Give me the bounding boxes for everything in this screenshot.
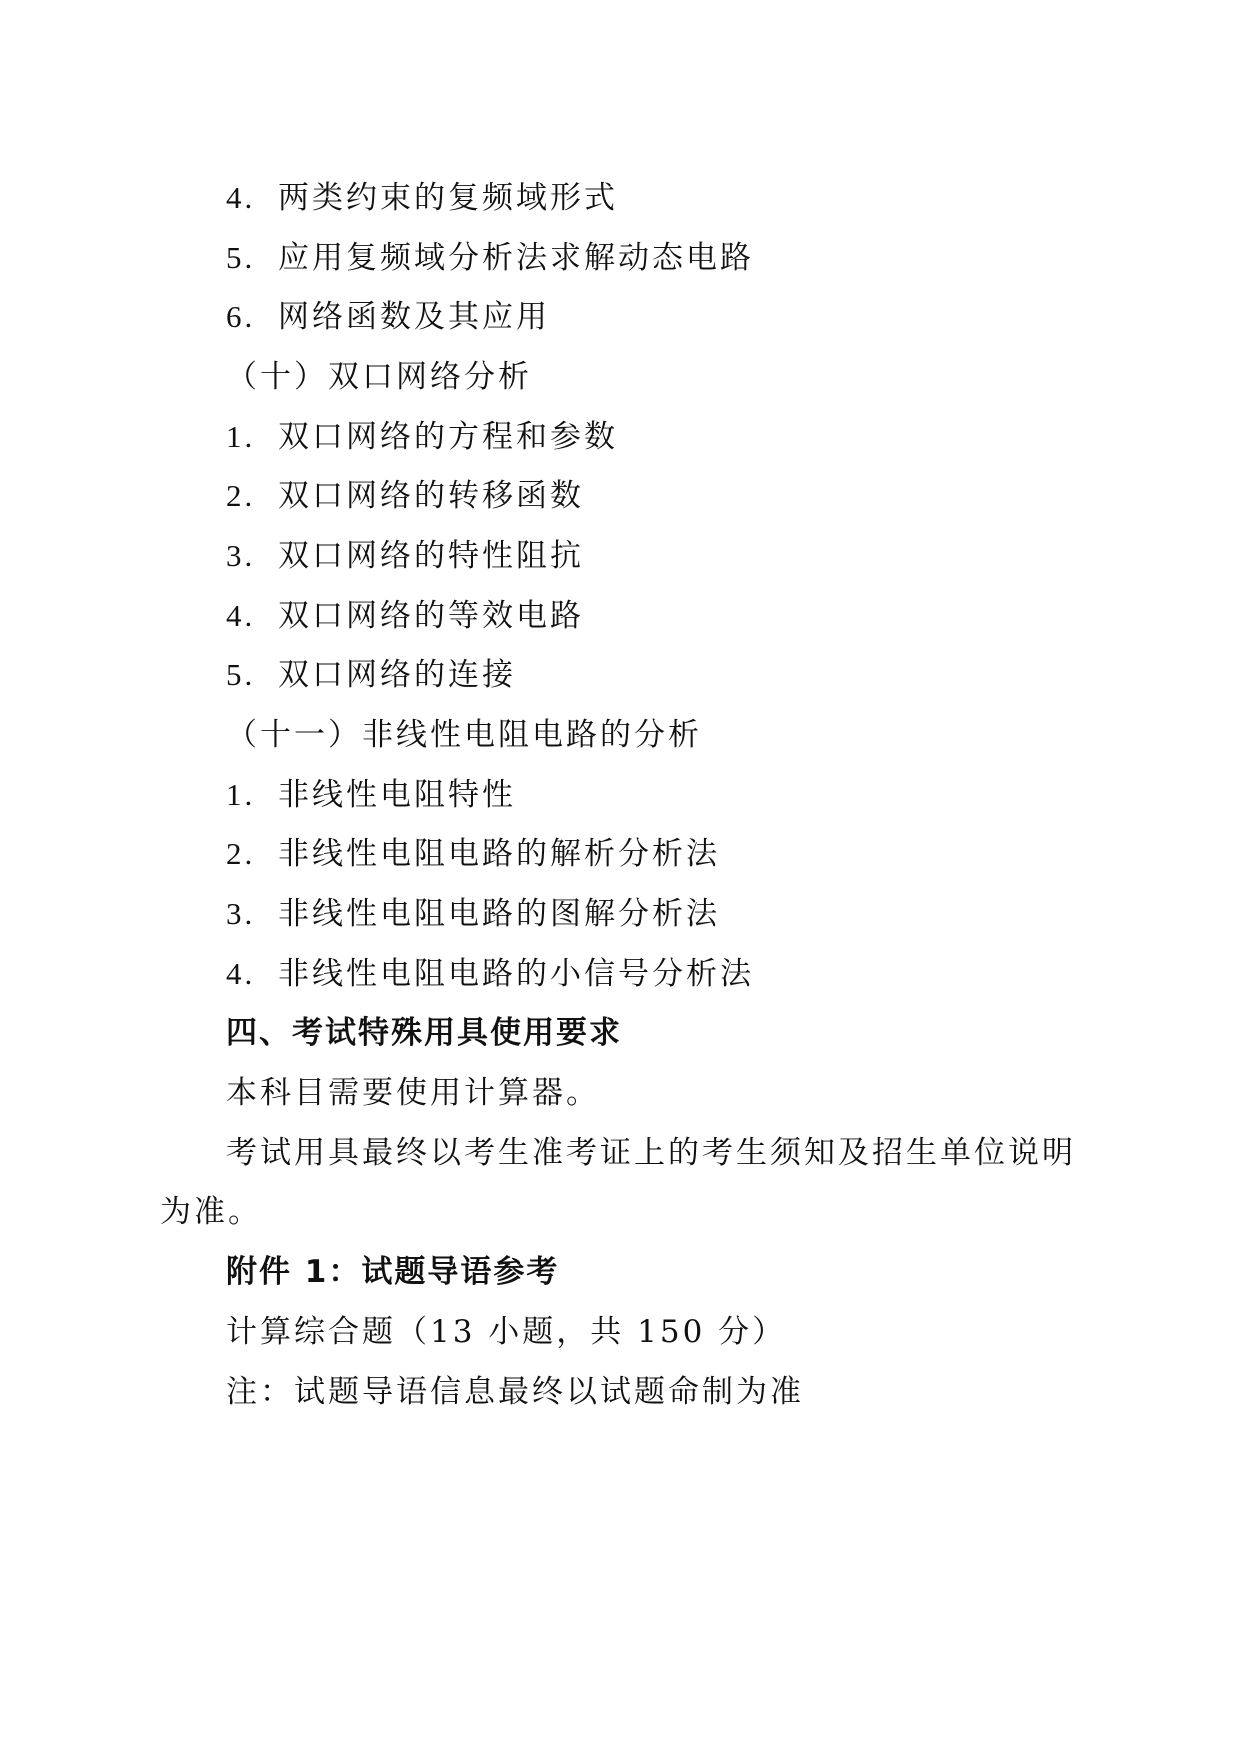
item-text: 双口网络的连接 <box>278 657 516 693</box>
item-number: 5. <box>226 657 256 692</box>
section-title-11: （十一）非线性电阻电路的分析 <box>226 717 702 753</box>
list-item <box>226 655 516 695</box>
item-number: 4. <box>226 180 256 215</box>
item-number: 6. <box>226 299 256 334</box>
appendix-heading: 附件 1：试题导语参考 <box>226 1254 560 1290</box>
list-item <box>226 238 754 278</box>
item-text: 两类约束的复频域形式 <box>278 180 618 216</box>
section-title-10: （十）双口网络分析 <box>226 359 532 395</box>
exam-tools-heading: 四、考试特殊用具使用要求 <box>226 1015 622 1051</box>
item-number: 1. <box>226 777 256 812</box>
exam-tools-para-2-line-1: 考试用具最终以考生准考证上的考生须知及招生单位说明 <box>226 1135 1076 1171</box>
item-text: 双口网络的特性阻抗 <box>278 538 584 574</box>
item-number: 3. <box>226 896 256 931</box>
item-number: 1. <box>226 419 256 454</box>
list-item <box>226 775 516 815</box>
list-item <box>226 834 720 874</box>
appendix-line-1: 计算综合题（13 小题，共 150 分） <box>226 1314 787 1350</box>
list-item <box>226 954 754 994</box>
list-item <box>226 596 584 636</box>
item-number: 2. <box>226 836 256 871</box>
list-item <box>226 417 618 457</box>
item-number: 4. <box>226 956 256 991</box>
item-text: 非线性电阻电路的解析分析法 <box>278 836 720 872</box>
item-text: 非线性电阻特性 <box>278 777 516 813</box>
list-item <box>226 476 584 516</box>
item-number: 5. <box>226 240 256 275</box>
item-text: 双口网络的转移函数 <box>278 478 584 514</box>
item-number: 4. <box>226 598 256 633</box>
item-text: 非线性电阻电路的小信号分析法 <box>278 956 754 992</box>
item-text: 应用复频域分析法求解动态电路 <box>278 240 754 276</box>
list-item <box>226 894 720 934</box>
appendix-note: 注：试题导语信息最终以试题命制为准 <box>226 1374 804 1410</box>
item-text: 双口网络的方程和参数 <box>278 419 618 455</box>
exam-tools-para-2-line-2: 为准。 <box>160 1194 262 1230</box>
list-item <box>226 536 584 576</box>
item-text: 非线性电阻电路的图解分析法 <box>278 896 720 932</box>
item-number: 3. <box>226 538 256 573</box>
list-item <box>226 178 618 218</box>
list-item <box>226 297 550 337</box>
item-text: 网络函数及其应用 <box>278 299 550 335</box>
item-number: 2. <box>226 478 256 513</box>
exam-tools-para-1: 本科目需要使用计算器。 <box>226 1075 600 1111</box>
item-text: 双口网络的等效电路 <box>278 598 584 634</box>
